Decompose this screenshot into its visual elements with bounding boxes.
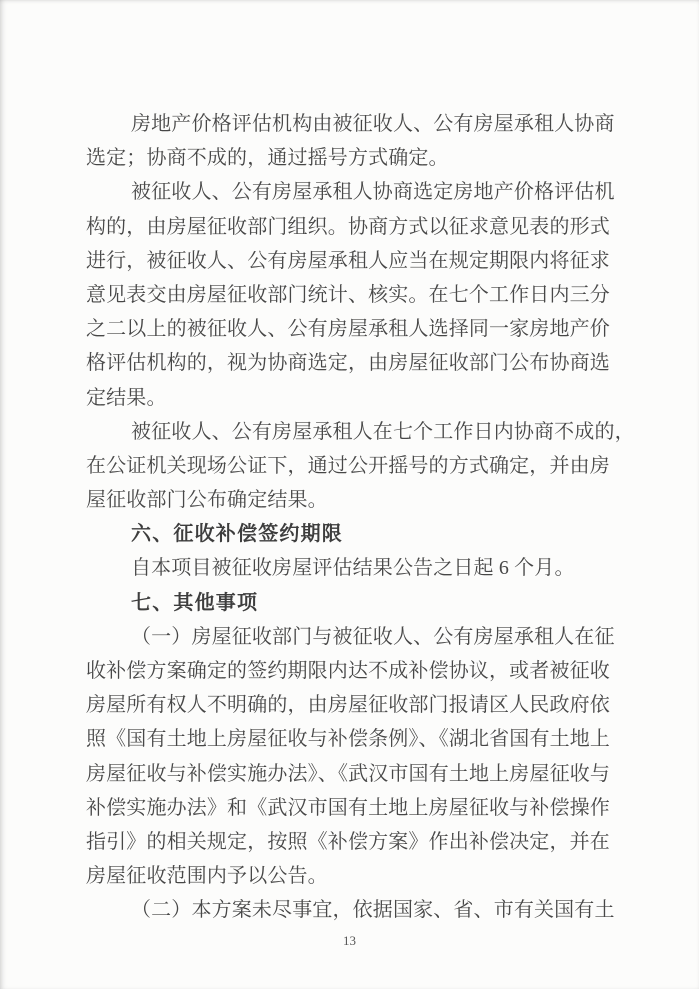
paragraph-line: （一）房屋征收部门与被征收人、公有房屋承租人在征 [131, 625, 615, 648]
paragraph-line: 意见表交由房屋征收部门统计、核实。在七个工作日内三分 [86, 283, 610, 306]
paragraph-line: 屋征收部门公布确定结果。 [86, 489, 328, 512]
paragraph-line: 进行，被征收人、公有房屋承租人应当在规定期限内将征求 [86, 249, 610, 272]
page-number: 13 [343, 933, 356, 948]
paragraph-line: 格评估机构的，视为协商选定，由房屋征收部门公布协商选 [86, 352, 610, 375]
section-heading-6: 六、征收补偿签约期限 [131, 523, 343, 546]
paragraph-line: 被征收人、公有房屋承租人协商选定房地产价格评估机 [131, 181, 615, 204]
paragraph-line: 房地产价格评估机构由被征收人、公有房屋承租人协商 [131, 113, 615, 135]
paragraph-line: （二）本方案未尽事宜，依据国家、省、市有关国有土 [131, 899, 615, 922]
document-body [86, 107, 635, 928]
paragraph-line: 房屋征收与补偿实施办法》、《武汉市国有土地上房屋征收与 [86, 762, 611, 785]
paragraph-line: 补偿实施办法》和《武汉市国有土地上房屋征收与补偿操作 [86, 796, 610, 819]
paragraph-line: 指引》的相关规定，按照《补偿方案》作出补偿决定，并在 [86, 830, 610, 853]
paragraph-line: 收补偿方案确定的签约期限内达不成补偿协议，或者被征收 [86, 660, 610, 682]
section-heading-7: 七、其他事项 [131, 591, 259, 614]
paragraph-line: 房屋所有权人不明确的，由房屋征收部门报请区人民政府依 [86, 694, 610, 717]
paragraph-line: 在公证机关现场公证下，通过公开摇号的方式确定，并由房 [86, 454, 610, 477]
paragraph-line: 被征收人、公有房屋承租人在七个工作日内协商不成的， [131, 420, 635, 443]
paragraph-line: 照《国有土地上房屋征收与补偿条例》、《湖北省国有土地上 [86, 728, 611, 751]
paragraph-line: 自本项目被征收房屋评估结果公告之日起 6 个月。 [131, 557, 575, 580]
paragraph-line: 选定；协商不成的，通过摇号方式确定。 [86, 147, 449, 170]
paragraph-line: 房屋征收范围内予以公告。 [86, 865, 328, 888]
paragraph-line: 构的，由房屋征收部门组织。协商方式以征求意见表的形式 [86, 215, 610, 238]
paragraph-line: 之二以上的被征收人、公有房屋承租人选择同一家房地产价 [86, 318, 610, 341]
paragraph-line: 定结果。 [86, 386, 167, 409]
